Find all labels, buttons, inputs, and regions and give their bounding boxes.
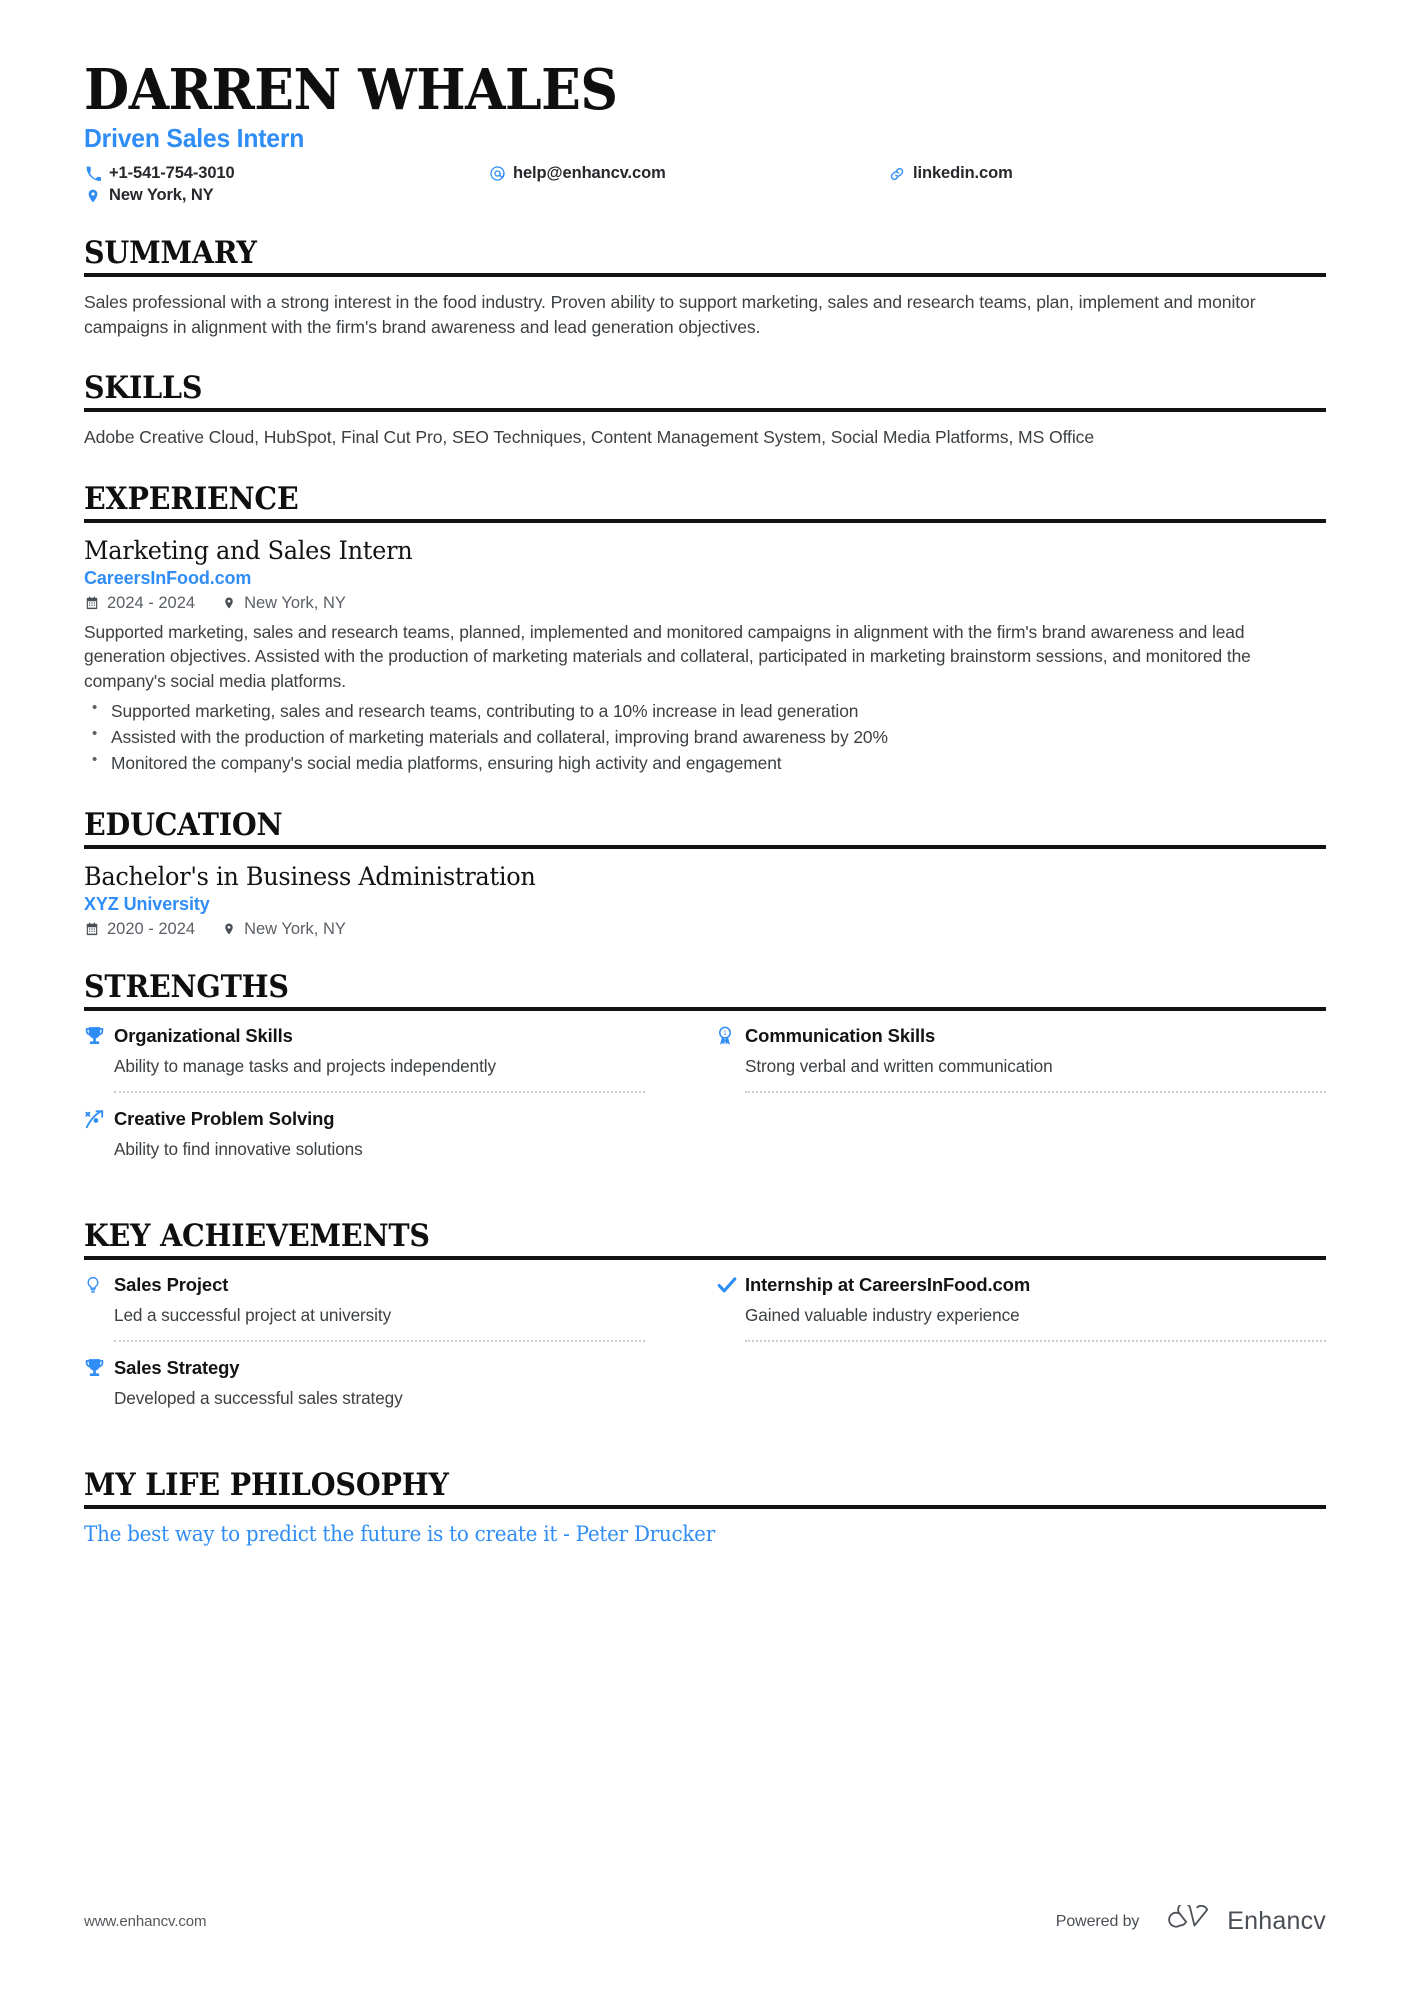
powered-by-label: Powered by [1055,1912,1140,1930]
education-meta [84,920,1326,939]
contact-email-label: help@enhancv.com [513,164,666,183]
education-location-label: New York, NY [244,919,346,938]
education-location [221,920,346,939]
contact-row-secondary [84,186,1326,205]
contact-phone-label: +1-541-754-3010 [109,164,235,183]
strength-item [705,1024,1326,1097]
experience-job-title: Marketing and Sales Intern [84,535,413,565]
experience-entry [84,536,1326,777]
checkmark-icon [715,1274,745,1296]
experience-heading: EXPERIENCE [84,480,299,517]
location-pin-icon [221,922,236,936]
strength-separator [114,1091,645,1093]
strength-description: Ability to find innovative solutions [114,1138,363,1159]
enhancv-mark-icon [1159,1905,1215,1938]
achievement-title: Sales Project [114,1273,229,1295]
summary-text: Sales professional with a strong interest in the food industry. Proven ability to support marketing, sales and research teams, plan, implement and monitor campaigns in alignment with the firm's brand awareness and lead generation objectives. [84,292,1256,338]
education-heading: EDUCATION [84,806,283,843]
philosophy-heading: MY LIFE PHILOSOPHY [84,1466,449,1503]
experience-meta [84,594,1326,613]
achievement-item [84,1273,705,1346]
contact-phone[interactable] [84,164,488,183]
experience-location-label: New York, NY [244,593,346,612]
strength-description: Ability to manage tasks and projects independently [114,1055,496,1076]
experience-description: Supported marketing, sales and research teams, planned, implemented and monitored campaigns in alignment with the firm's brand awareness and lead generation objectives. Assisted with the production of marketing materials and collateral, participated in marketing brainstorm sessions, and monitored the company's social media platforms. [84,621,1251,692]
contact-location [84,186,488,205]
experience-bullet: • Monitored the company's social media platforms, ensuring high activity and engagement [84,750,1326,776]
strengths-rule [84,1007,1326,1011]
award-ribbon-icon [715,1025,745,1047]
location-pin-icon [221,596,236,610]
philosophy-rule [84,1505,1326,1509]
phone-icon [84,166,102,181]
achievements-heading: KEY ACHIEVEMENTS [84,1217,430,1254]
education-dates [84,920,195,939]
trophy-icon [84,1025,114,1047]
trophy-icon [84,1357,114,1379]
experience-bullet: • Assisted with the production of marketing materials and collateral, improving brand awareness by 20% [84,724,1326,750]
section-experience [84,481,1326,777]
resume-header [84,57,1326,205]
achievement-title: Internship at CareersInFood.com [745,1273,1031,1295]
achievement-separator [745,1340,1326,1342]
lightbulb-icon [84,1274,114,1296]
section-strengths [84,969,1326,1188]
philosophy-quote: The best way to predict the future is to create it - Peter Drucker [84,1521,715,1546]
candidate-name: DARREN WHALES [84,57,618,123]
experience-rule [84,519,1326,523]
summary-heading: SUMMARY [84,235,257,272]
education-entry [84,862,1326,939]
experience-bullets [84,698,1326,776]
education-degree: Bachelor's in Business Administration [84,861,536,891]
strength-item [84,1024,705,1097]
enhancv-wordmark: Enhancv [1227,1907,1326,1935]
footer-url[interactable]: www.enhancv.com [84,1913,207,1930]
experience-dates [84,594,195,613]
section-summary [84,235,1326,340]
strength-description: Strong verbal and written communication [745,1055,1053,1076]
contact-row-primary [84,164,1326,183]
location-icon [84,188,102,204]
achievement-item [705,1273,1326,1346]
calendar-icon [84,922,99,936]
innovation-arrow-icon [84,1108,114,1130]
section-achievements [84,1218,1326,1437]
svg-text:1: 1 [723,1030,727,1037]
link-icon [888,166,906,182]
achievement-description: Developed a successful sales strategy [114,1387,403,1408]
achievement-item [84,1356,705,1427]
calendar-icon [84,596,99,610]
strength-title: Creative Problem Solving [114,1107,335,1129]
achievements-rule [84,1256,1326,1260]
email-icon [488,165,506,182]
achievement-separator [114,1340,645,1342]
section-skills [84,370,1326,450]
skills-text: Adobe Creative Cloud, HubSpot, Final Cut Pro, SEO Techniques, Content Management System, Social Media Platforms, MS Office [84,427,1095,448]
footer-brand-area [1056,1905,1326,1938]
achievement-title: Sales Strategy [114,1356,240,1378]
education-dates-label: 2020 - 2024 [107,919,196,938]
enhancv-logo [1159,1905,1326,1938]
experience-company[interactable]: CareersInFood.com [84,567,252,588]
education-school[interactable]: XYZ University [84,893,210,914]
education-rule [84,845,1326,849]
page-footer [84,1905,1326,1938]
summary-rule [84,273,1326,277]
achievement-description: Led a successful project at university [114,1304,392,1325]
achievement-description: Gained valuable industry experience [745,1304,1020,1325]
resume-content [84,57,1326,1546]
strength-title: Communication Skills [745,1024,936,1046]
strengths-grid [84,1024,1326,1188]
strength-item [84,1107,705,1178]
experience-location [221,594,346,613]
achievements-grid [84,1273,1326,1437]
section-philosophy [84,1467,1326,1546]
contact-link[interactable] [888,164,1268,183]
strength-title: Organizational Skills [114,1024,293,1046]
contact-email[interactable] [488,164,888,183]
section-education [84,807,1326,939]
contact-location-label: New York, NY [109,186,214,205]
strength-separator [745,1091,1326,1093]
skills-rule [84,408,1326,412]
strengths-heading: STRENGTHS [84,968,289,1005]
contact-link-label: linkedin.com [913,164,1013,183]
experience-bullet: • Supported marketing, sales and research teams, contributing to a 10% increase in lead generation [84,698,1326,724]
contact-info [84,164,1326,205]
experience-dates-label: 2024 - 2024 [107,593,196,612]
skills-heading: SKILLS [84,370,203,407]
candidate-title: Driven Sales Intern [84,123,305,154]
